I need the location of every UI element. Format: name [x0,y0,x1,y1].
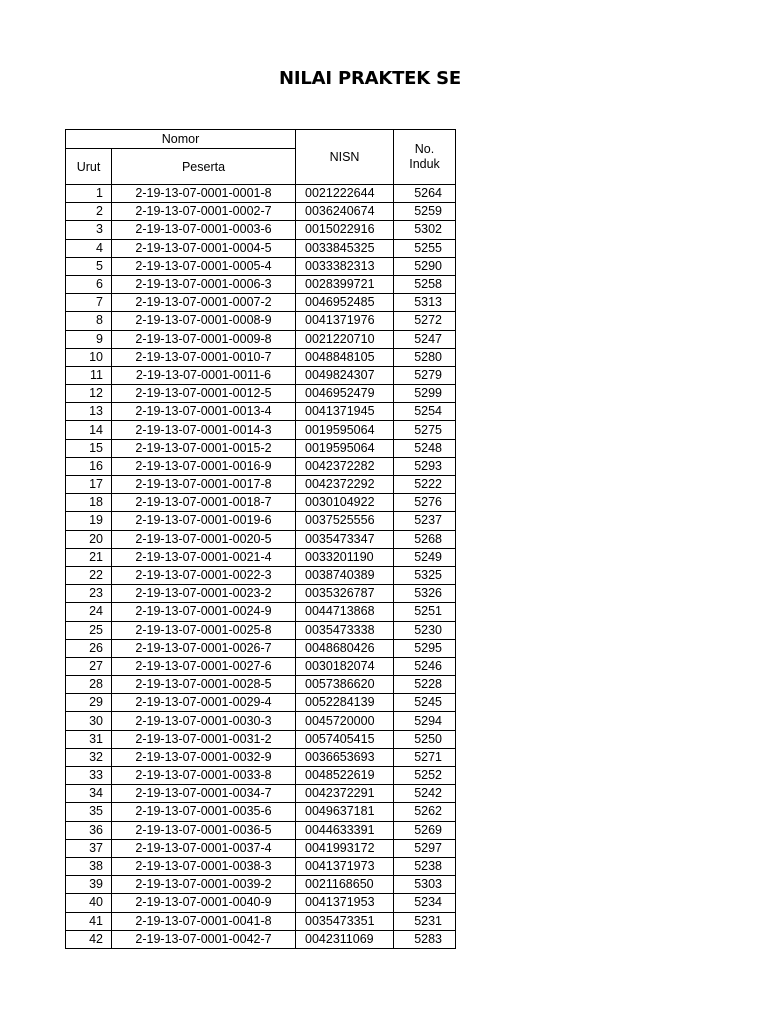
induk-cell: 5297 [394,839,456,857]
header-peserta: Peserta [112,149,296,185]
urut-cell: 4 [66,239,112,257]
peserta-cell: 2-19-13-07-0001-0008-9 [112,312,296,330]
induk-cell: 5313 [394,294,456,312]
table-row [66,476,456,494]
urut-cell: 39 [66,876,112,894]
nisn-cell: 0049637181 [296,803,394,821]
table-row [66,221,456,239]
table-row [66,821,456,839]
nisn-cell: 0015022916 [296,221,394,239]
nisn-cell: 0044633391 [296,821,394,839]
header-nomor: Nomor [66,130,296,149]
table-row [66,657,456,675]
nisn-cell: 0033201190 [296,548,394,566]
urut-cell: 8 [66,312,112,330]
urut-cell: 14 [66,421,112,439]
table-row [66,457,456,475]
nisn-cell: 0052284139 [296,694,394,712]
nisn-cell: 0035326787 [296,585,394,603]
induk-cell: 5234 [394,894,456,912]
table-row [66,530,456,548]
nisn-cell: 0042372282 [296,457,394,475]
induk-cell: 5258 [394,275,456,293]
induk-cell: 5245 [394,694,456,712]
table-row [66,494,456,512]
induk-cell: 5262 [394,803,456,821]
urut-cell: 31 [66,730,112,748]
table-row [66,676,456,694]
table-row [66,730,456,748]
urut-cell: 29 [66,694,112,712]
table-row [66,876,456,894]
urut-cell: 2 [66,203,112,221]
peserta-cell: 2-19-13-07-0001-0042-7 [112,930,296,948]
nisn-cell: 0041371976 [296,312,394,330]
urut-cell: 17 [66,476,112,494]
nisn-cell: 0036653693 [296,748,394,766]
induk-cell: 5222 [394,476,456,494]
peserta-cell: 2-19-13-07-0001-0016-9 [112,457,296,475]
header-no-induk-line2: Induk [409,157,440,171]
induk-cell: 5269 [394,821,456,839]
nisn-cell: 0021168650 [296,876,394,894]
peserta-cell: 2-19-13-07-0001-0026-7 [112,639,296,657]
urut-cell: 5 [66,257,112,275]
peserta-cell: 2-19-13-07-0001-0009-8 [112,330,296,348]
urut-cell: 10 [66,348,112,366]
peserta-cell: 2-19-13-07-0001-0013-4 [112,403,296,421]
nisn-cell: 0049824307 [296,366,394,384]
table-body [66,185,456,949]
table-row [66,639,456,657]
nisn-cell: 0021220710 [296,330,394,348]
page-title: NILAI PRAKTEK SE [279,68,461,89]
nisn-cell: 0046952485 [296,294,394,312]
urut-cell: 20 [66,530,112,548]
table-row [66,912,456,930]
table-row [66,894,456,912]
urut-cell: 42 [66,930,112,948]
table-row [66,857,456,875]
table-row [66,803,456,821]
peserta-cell: 2-19-13-07-0001-0038-3 [112,857,296,875]
nisn-cell: 0035473338 [296,621,394,639]
table-row [66,512,456,530]
induk-cell: 5303 [394,876,456,894]
urut-cell: 16 [66,457,112,475]
peserta-cell: 2-19-13-07-0001-0004-5 [112,239,296,257]
peserta-cell: 2-19-13-07-0001-0003-6 [112,221,296,239]
table-row [66,257,456,275]
peserta-cell: 2-19-13-07-0001-0011-6 [112,366,296,384]
nisn-cell: 0028399721 [296,275,394,293]
peserta-cell: 2-19-13-07-0001-0002-7 [112,203,296,221]
peserta-cell: 2-19-13-07-0001-0020-5 [112,530,296,548]
table-row [66,348,456,366]
urut-cell: 1 [66,185,112,203]
induk-cell: 5326 [394,585,456,603]
induk-cell: 5237 [394,512,456,530]
urut-cell: 19 [66,512,112,530]
table-row [66,239,456,257]
peserta-cell: 2-19-13-07-0001-0012-5 [112,385,296,403]
induk-cell: 5279 [394,366,456,384]
header-no-induk-line1: No. [414,142,435,156]
peserta-cell: 2-19-13-07-0001-0025-8 [112,621,296,639]
urut-cell: 12 [66,385,112,403]
urut-cell: 28 [66,676,112,694]
peserta-cell: 2-19-13-07-0001-0027-6 [112,657,296,675]
table-row [66,785,456,803]
table-row [66,712,456,730]
urut-cell: 25 [66,621,112,639]
table-row [66,385,456,403]
nisn-cell: 0057386620 [296,676,394,694]
table-row [66,621,456,639]
urut-cell: 11 [66,366,112,384]
induk-cell: 5280 [394,348,456,366]
table-header [66,130,456,185]
induk-cell: 5254 [394,403,456,421]
peserta-cell: 2-19-13-07-0001-0034-7 [112,785,296,803]
peserta-cell: 2-19-13-07-0001-0018-7 [112,494,296,512]
header-no-induk [394,130,456,185]
nisn-cell: 0042311069 [296,930,394,948]
urut-cell: 35 [66,803,112,821]
nisn-cell: 0041993172 [296,839,394,857]
peserta-cell: 2-19-13-07-0001-0024-9 [112,603,296,621]
nisn-cell: 0042372292 [296,476,394,494]
header-urut: Urut [66,149,112,185]
induk-cell: 5255 [394,239,456,257]
table-row [66,294,456,312]
nisn-cell: 0033382313 [296,257,394,275]
nisn-cell: 0057405415 [296,730,394,748]
urut-cell: 18 [66,494,112,512]
table-row [66,566,456,584]
induk-cell: 5283 [394,930,456,948]
induk-cell: 5250 [394,730,456,748]
peserta-cell: 2-19-13-07-0001-0031-2 [112,730,296,748]
nisn-cell: 0035473347 [296,530,394,548]
induk-cell: 5295 [394,639,456,657]
peserta-cell: 2-19-13-07-0001-0007-2 [112,294,296,312]
peserta-cell: 2-19-13-07-0001-0039-2 [112,876,296,894]
induk-cell: 5290 [394,257,456,275]
peserta-cell: 2-19-13-07-0001-0028-5 [112,676,296,694]
table-row [66,275,456,293]
urut-cell: 21 [66,548,112,566]
urut-cell: 7 [66,294,112,312]
induk-cell: 5272 [394,312,456,330]
urut-cell: 33 [66,767,112,785]
nisn-cell: 0037525556 [296,512,394,530]
induk-cell: 5268 [394,530,456,548]
table-row [66,403,456,421]
urut-cell: 38 [66,857,112,875]
urut-cell: 22 [66,566,112,584]
induk-cell: 5293 [394,457,456,475]
nisn-cell: 0041371953 [296,894,394,912]
table-row [66,312,456,330]
nisn-cell: 0019595064 [296,439,394,457]
peserta-cell: 2-19-13-07-0001-0029-4 [112,694,296,712]
induk-cell: 5251 [394,603,456,621]
grades-table [65,129,456,949]
nisn-cell: 0035473351 [296,912,394,930]
urut-cell: 32 [66,748,112,766]
table-row [66,748,456,766]
peserta-cell: 2-19-13-07-0001-0035-6 [112,803,296,821]
table-row [66,694,456,712]
urut-cell: 40 [66,894,112,912]
peserta-cell: 2-19-13-07-0001-0030-3 [112,712,296,730]
urut-cell: 37 [66,839,112,857]
induk-cell: 5252 [394,767,456,785]
table-row [66,203,456,221]
induk-cell: 5294 [394,712,456,730]
nisn-cell: 0019595064 [296,421,394,439]
peserta-cell: 2-19-13-07-0001-0023-2 [112,585,296,603]
peserta-cell: 2-19-13-07-0001-0019-6 [112,512,296,530]
induk-cell: 5259 [394,203,456,221]
urut-cell: 34 [66,785,112,803]
nisn-cell: 0030104922 [296,494,394,512]
nisn-cell: 0048680426 [296,639,394,657]
induk-cell: 5248 [394,439,456,457]
table-row [66,439,456,457]
table-row [66,839,456,857]
peserta-cell: 2-19-13-07-0001-0001-8 [112,185,296,203]
peserta-cell: 2-19-13-07-0001-0040-9 [112,894,296,912]
table-row [66,585,456,603]
table-row [66,421,456,439]
induk-cell: 5230 [394,621,456,639]
peserta-cell: 2-19-13-07-0001-0037-4 [112,839,296,857]
peserta-cell: 2-19-13-07-0001-0032-9 [112,748,296,766]
induk-cell: 5247 [394,330,456,348]
urut-cell: 30 [66,712,112,730]
induk-cell: 5242 [394,785,456,803]
induk-cell: 5228 [394,676,456,694]
nisn-cell: 0021222644 [296,185,394,203]
induk-cell: 5325 [394,566,456,584]
induk-cell: 5238 [394,857,456,875]
urut-cell: 3 [66,221,112,239]
peserta-cell: 2-19-13-07-0001-0022-3 [112,566,296,584]
nisn-cell: 0030182074 [296,657,394,675]
induk-cell: 5249 [394,548,456,566]
table-row [66,548,456,566]
induk-cell: 5264 [394,185,456,203]
induk-cell: 5271 [394,748,456,766]
nisn-cell: 0048522619 [296,767,394,785]
induk-cell: 5302 [394,221,456,239]
table-row [66,767,456,785]
urut-cell: 41 [66,912,112,930]
nisn-cell: 0045720000 [296,712,394,730]
urut-cell: 27 [66,657,112,675]
urut-cell: 13 [66,403,112,421]
table-row [66,185,456,203]
nisn-cell: 0036240674 [296,203,394,221]
peserta-cell: 2-19-13-07-0001-0015-2 [112,439,296,457]
induk-cell: 5299 [394,385,456,403]
nisn-cell: 0038740389 [296,566,394,584]
induk-cell: 5231 [394,912,456,930]
nisn-cell: 0041371973 [296,857,394,875]
table-row [66,366,456,384]
table-row [66,330,456,348]
nisn-cell: 0042372291 [296,785,394,803]
nisn-cell: 0044713868 [296,603,394,621]
header-nisn: NISN [296,130,394,185]
nisn-cell: 0041371945 [296,403,394,421]
table-row [66,603,456,621]
peserta-cell: 2-19-13-07-0001-0005-4 [112,257,296,275]
urut-cell: 9 [66,330,112,348]
urut-cell: 36 [66,821,112,839]
urut-cell: 26 [66,639,112,657]
table-row [66,930,456,948]
peserta-cell: 2-19-13-07-0001-0010-7 [112,348,296,366]
nisn-cell: 0046952479 [296,385,394,403]
peserta-cell: 2-19-13-07-0001-0033-8 [112,767,296,785]
nisn-cell: 0048848105 [296,348,394,366]
peserta-cell: 2-19-13-07-0001-0014-3 [112,421,296,439]
peserta-cell: 2-19-13-07-0001-0006-3 [112,275,296,293]
peserta-cell: 2-19-13-07-0001-0017-8 [112,476,296,494]
urut-cell: 24 [66,603,112,621]
peserta-cell: 2-19-13-07-0001-0041-8 [112,912,296,930]
induk-cell: 5246 [394,657,456,675]
induk-cell: 5276 [394,494,456,512]
nisn-cell: 0033845325 [296,239,394,257]
peserta-cell: 2-19-13-07-0001-0021-4 [112,548,296,566]
urut-cell: 23 [66,585,112,603]
urut-cell: 6 [66,275,112,293]
urut-cell: 15 [66,439,112,457]
peserta-cell: 2-19-13-07-0001-0036-5 [112,821,296,839]
induk-cell: 5275 [394,421,456,439]
